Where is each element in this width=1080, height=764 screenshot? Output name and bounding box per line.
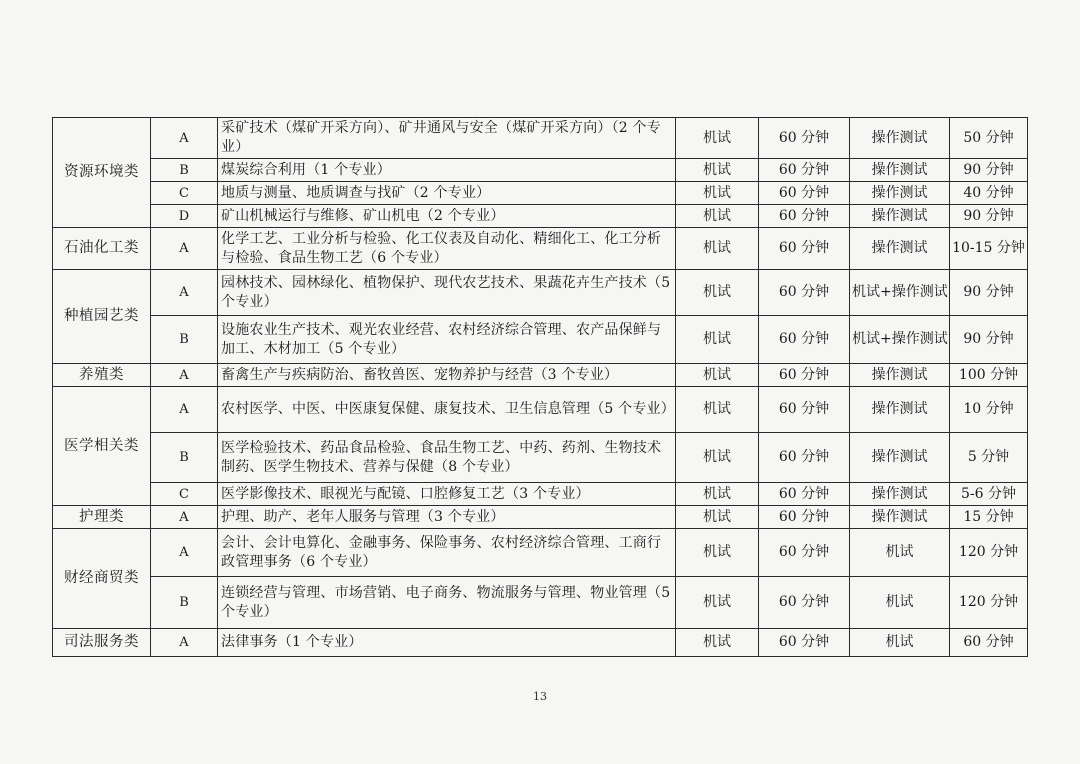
- skill-mode-cell: 机试+操作测试: [850, 316, 950, 364]
- group-cell: B: [151, 577, 218, 629]
- skill-mode-cell: 操作测试: [850, 205, 950, 228]
- majors-cell: 矿山机械运行与维修、矿山机电（2 个专业）: [218, 205, 676, 228]
- majors-cell: 医学影像技术、眼视光与配镜、口腔修复工艺（3 个专业）: [218, 483, 676, 506]
- table-row: [53, 270, 1028, 316]
- category-cell: 资源环境类: [53, 118, 151, 228]
- skill-time-cell: 90 分钟: [950, 159, 1028, 182]
- theory-time-cell: 60 分钟: [759, 629, 850, 657]
- skill-mode-cell: 操作测试: [850, 483, 950, 506]
- majors-cell: 农村医学、中医、中医康复保健、康复技术、卫生信息管理（5 个专业）: [218, 387, 676, 433]
- theory-time-cell: 60 分钟: [759, 529, 850, 577]
- group-cell: D: [151, 205, 218, 228]
- skill-mode-cell: 操作测试: [850, 159, 950, 182]
- theory-time-cell: 60 分钟: [759, 433, 850, 483]
- group-cell: A: [151, 118, 218, 159]
- skill-time-cell: 120 分钟: [950, 529, 1028, 577]
- majors-cell: 护理、助产、老年人服务与管理（3 个专业）: [218, 506, 676, 529]
- majors-cell: 化学工艺、工业分析与检验、化工仪表及自动化、精细化工、化工分析与检验、食品生物工艺（6 个专业）: [218, 228, 676, 270]
- theory-mode-cell: 机试: [676, 629, 759, 657]
- theory-mode-cell: 机试: [676, 159, 759, 182]
- theory-mode-cell: 机试: [676, 182, 759, 205]
- theory-time-cell: 60 分钟: [759, 118, 850, 159]
- majors-cell: 园林技术、园林绿化、植物保护、现代农艺技术、果蔬花卉生产技术（5 个专业）: [218, 270, 676, 316]
- majors-cell: 会计、会计电算化、金融事务、保险事务、农村经济综合管理、工商行政管理事务（6 个专业）: [218, 529, 676, 577]
- skill-time-cell: 10-15 分钟: [950, 228, 1028, 270]
- majors-cell: 采矿技术（煤矿开采方向）、矿井通风与安全（煤矿开采方向）（2 个专业）: [218, 118, 676, 159]
- skill-time-cell: 10 分钟: [950, 387, 1028, 433]
- majors-cell: 连锁经营与管理、市场营销、电子商务、物流服务与管理、物业管理（5 个专业）: [218, 577, 676, 629]
- skill-mode-cell: 机试+操作测试: [850, 270, 950, 316]
- theory-mode-cell: 机试: [676, 364, 759, 387]
- skill-time-cell: 5 分钟: [950, 433, 1028, 483]
- skill-time-cell: 90 分钟: [950, 205, 1028, 228]
- skill-time-cell: 120 分钟: [950, 577, 1028, 629]
- skill-mode-cell: 机试: [850, 529, 950, 577]
- group-cell: A: [151, 270, 218, 316]
- table-row: [53, 182, 1028, 205]
- group-cell: C: [151, 182, 218, 205]
- category-cell: 种植园艺类: [53, 270, 151, 364]
- skill-time-cell: 50 分钟: [950, 118, 1028, 159]
- theory-time-cell: 60 分钟: [759, 364, 850, 387]
- skill-time-cell: 90 分钟: [950, 270, 1028, 316]
- group-cell: C: [151, 483, 218, 506]
- theory-mode-cell: 机试: [676, 483, 759, 506]
- majors-cell: 医学检验技术、药品食品检验、食品生物工艺、中药、药剂、生物技术制药、医学生物技术、营养与保健（8 个专业）: [218, 433, 676, 483]
- group-cell: A: [151, 529, 218, 577]
- group-cell: B: [151, 159, 218, 182]
- skill-time-cell: 90 分钟: [950, 316, 1028, 364]
- table-row: [53, 483, 1028, 506]
- theory-time-cell: 60 分钟: [759, 205, 850, 228]
- theory-time-cell: 60 分钟: [759, 270, 850, 316]
- theory-time-cell: 60 分钟: [759, 483, 850, 506]
- theory-mode-cell: 机试: [676, 577, 759, 629]
- category-cell: 养殖类: [53, 364, 151, 387]
- table-row: [53, 629, 1028, 657]
- theory-mode-cell: 机试: [676, 316, 759, 364]
- group-cell: A: [151, 506, 218, 529]
- group-cell: A: [151, 387, 218, 433]
- table-row: [53, 159, 1028, 182]
- exam-schedule-table: [52, 117, 1028, 657]
- category-cell: 石油化工类: [53, 228, 151, 270]
- theory-mode-cell: 机试: [676, 205, 759, 228]
- skill-time-cell: 5-6 分钟: [950, 483, 1028, 506]
- majors-cell: 畜禽生产与疾病防治、畜牧兽医、宠物养护与经营（3 个专业）: [218, 364, 676, 387]
- category-cell: 医学相关类: [53, 387, 151, 506]
- theory-time-cell: 60 分钟: [759, 159, 850, 182]
- skill-time-cell: 15 分钟: [950, 506, 1028, 529]
- theory-mode-cell: 机试: [676, 118, 759, 159]
- table-row: [53, 387, 1028, 433]
- skill-mode-cell: 操作测试: [850, 433, 950, 483]
- page-number: 13: [533, 690, 547, 703]
- majors-cell: 设施农业生产技术、观光农业经营、农村经济综合管理、农产品保鲜与加工、木材加工（5 个专业）: [218, 316, 676, 364]
- table-row: [53, 433, 1028, 483]
- category-cell: 司法服务类: [53, 629, 151, 657]
- table-row: [53, 577, 1028, 629]
- theory-mode-cell: 机试: [676, 228, 759, 270]
- category-cell: 护理类: [53, 506, 151, 529]
- theory-mode-cell: 机试: [676, 387, 759, 433]
- skill-mode-cell: 操作测试: [850, 228, 950, 270]
- table-row: [53, 506, 1028, 529]
- table-row: [53, 529, 1028, 577]
- theory-mode-cell: 机试: [676, 529, 759, 577]
- theory-time-cell: 60 分钟: [759, 387, 850, 433]
- skill-time-cell: 60 分钟: [950, 629, 1028, 657]
- skill-mode-cell: 机试: [850, 629, 950, 657]
- group-cell: A: [151, 228, 218, 270]
- table-row: [53, 118, 1028, 159]
- majors-cell: 法律事务（1 个专业）: [218, 629, 676, 657]
- theory-time-cell: 60 分钟: [759, 577, 850, 629]
- group-cell: B: [151, 316, 218, 364]
- group-cell: A: [151, 364, 218, 387]
- skill-time-cell: 100 分钟: [950, 364, 1028, 387]
- theory-mode-cell: 机试: [676, 433, 759, 483]
- theory-time-cell: 60 分钟: [759, 506, 850, 529]
- skill-mode-cell: 操作测试: [850, 182, 950, 205]
- skill-mode-cell: 操作测试: [850, 364, 950, 387]
- table-row: [53, 364, 1028, 387]
- table-row: [53, 205, 1028, 228]
- theory-time-cell: 60 分钟: [759, 182, 850, 205]
- skill-mode-cell: 操作测试: [850, 506, 950, 529]
- skill-mode-cell: 操作测试: [850, 118, 950, 159]
- majors-cell: 煤炭综合利用（1 个专业）: [218, 159, 676, 182]
- category-cell: 财经商贸类: [53, 529, 151, 629]
- majors-cell: 地质与测量、地质调查与找矿（2 个专业）: [218, 182, 676, 205]
- group-cell: B: [151, 433, 218, 483]
- group-cell: A: [151, 629, 218, 657]
- theory-mode-cell: 机试: [676, 270, 759, 316]
- theory-mode-cell: 机试: [676, 506, 759, 529]
- table-row: [53, 316, 1028, 364]
- skill-mode-cell: 机试: [850, 577, 950, 629]
- skill-mode-cell: 操作测试: [850, 387, 950, 433]
- skill-time-cell: 40 分钟: [950, 182, 1028, 205]
- table-row: [53, 228, 1028, 270]
- theory-time-cell: 60 分钟: [759, 228, 850, 270]
- theory-time-cell: 60 分钟: [759, 316, 850, 364]
